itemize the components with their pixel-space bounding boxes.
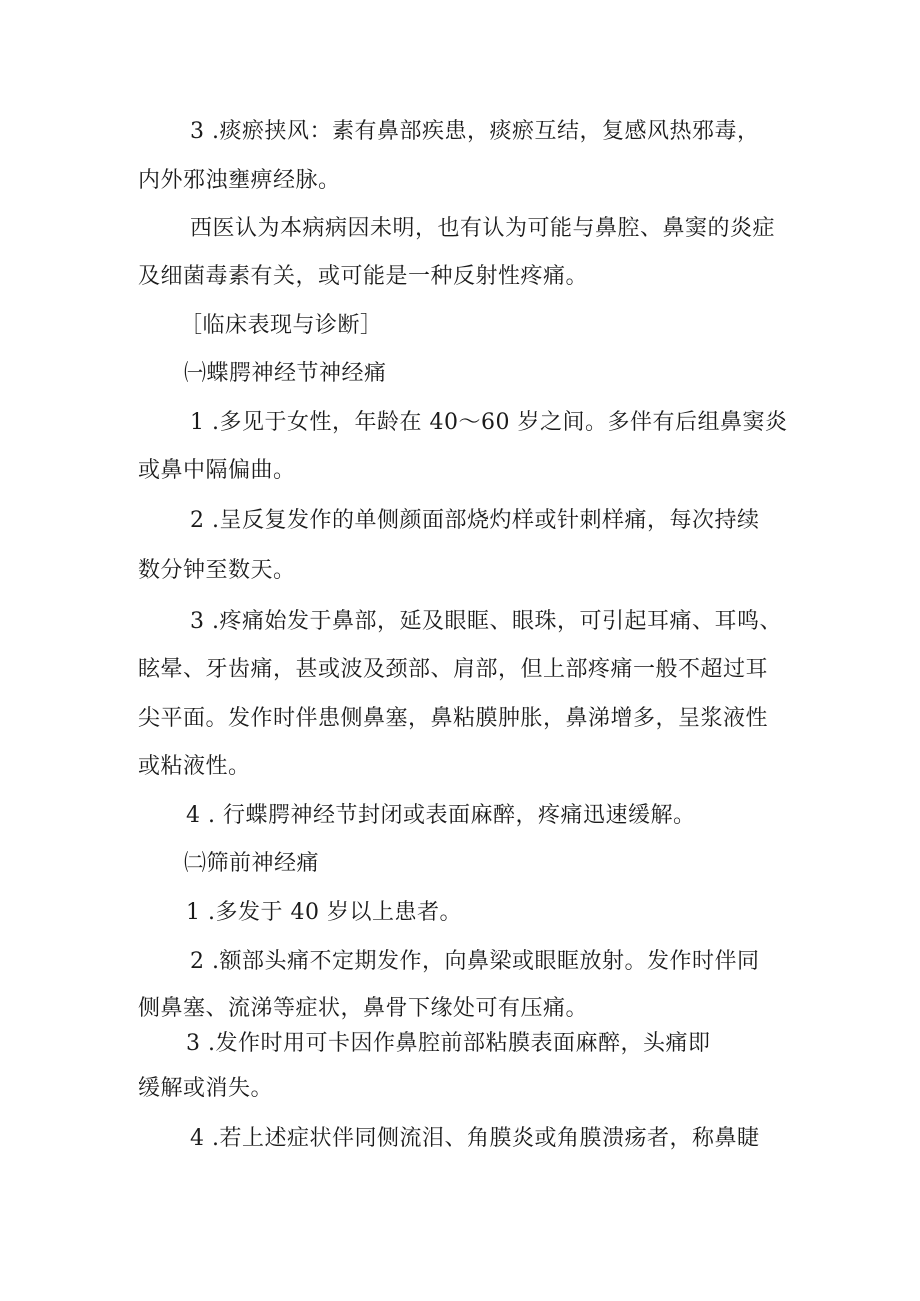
paragraph-line: 2 .额部头痛不定期发作，向鼻梁或眼眶放射。发作时伴同 (190, 949, 760, 974)
paragraph-line: 西医认为本病病因未明，也有认为可能与鼻腔、鼻窦的炎症 (190, 216, 776, 241)
paragraph-line: 及细菌毒素有关，或可能是一种反射性疼痛。 (138, 264, 589, 289)
paragraph-line: 3 .发作时用可卡因作鼻腔前部粘膜表面麻醉，头痛即 (186, 1031, 711, 1056)
paragraph-line: 3 .痰瘀挟风：素有鼻部疾患，痰瘀互结，复感风热邪毒， (190, 119, 760, 144)
subsection-heading: ㈡筛前神经痛 (184, 851, 320, 876)
paragraph-line: 数分钟至数天。 (138, 558, 296, 583)
paragraph-line: 缓解或消失。 (138, 1076, 274, 1101)
paragraph-line: 1 .多发于 40 岁以上患者。 (186, 900, 462, 925)
paragraph-line: 尖平面。发作时伴患侧鼻塞，鼻粘膜肿胀，鼻涕增多，呈浆液性 (138, 706, 769, 731)
paragraph-line: 内外邪浊壅痹经脉。 (138, 168, 341, 193)
paragraph-line: 1 .多见于女性，年龄在 40～60 岁之间。多伴有后组鼻窦炎 (190, 410, 788, 435)
paragraph-line: 眩晕、牙齿痛，甚或波及颈部、肩部，但上部疼痛一般不超过耳 (138, 657, 769, 682)
paragraph-line: 2 .呈反复发作的单侧颜面部烧灼样或针刺样痛，每次持续 (190, 508, 760, 533)
paragraph-line: 或鼻中隔偏曲。 (138, 458, 296, 483)
paragraph-line: 或粘液性。 (138, 754, 251, 779)
paragraph-line: 4 . 行蝶腭神经节封闭或表面麻醉，疼痛迅速缓解。 (186, 803, 696, 828)
section-heading: ［临床表现与诊断］ (180, 313, 383, 338)
subsection-heading: ㈠蝶腭神经节神经痛 (184, 361, 387, 386)
paragraph-line: 4 .若上述症状伴同侧流泪、角膜炎或角膜溃疡者，称鼻睫 (190, 1126, 760, 1151)
paragraph-line: 3 .疼痛始发于鼻部，延及眼眶、眼珠，可引起耳痛、耳鸣、 (190, 609, 782, 634)
paragraph-line: 侧鼻塞、流涕等症状，鼻骨下缘处可有压痛。 (138, 996, 589, 1021)
